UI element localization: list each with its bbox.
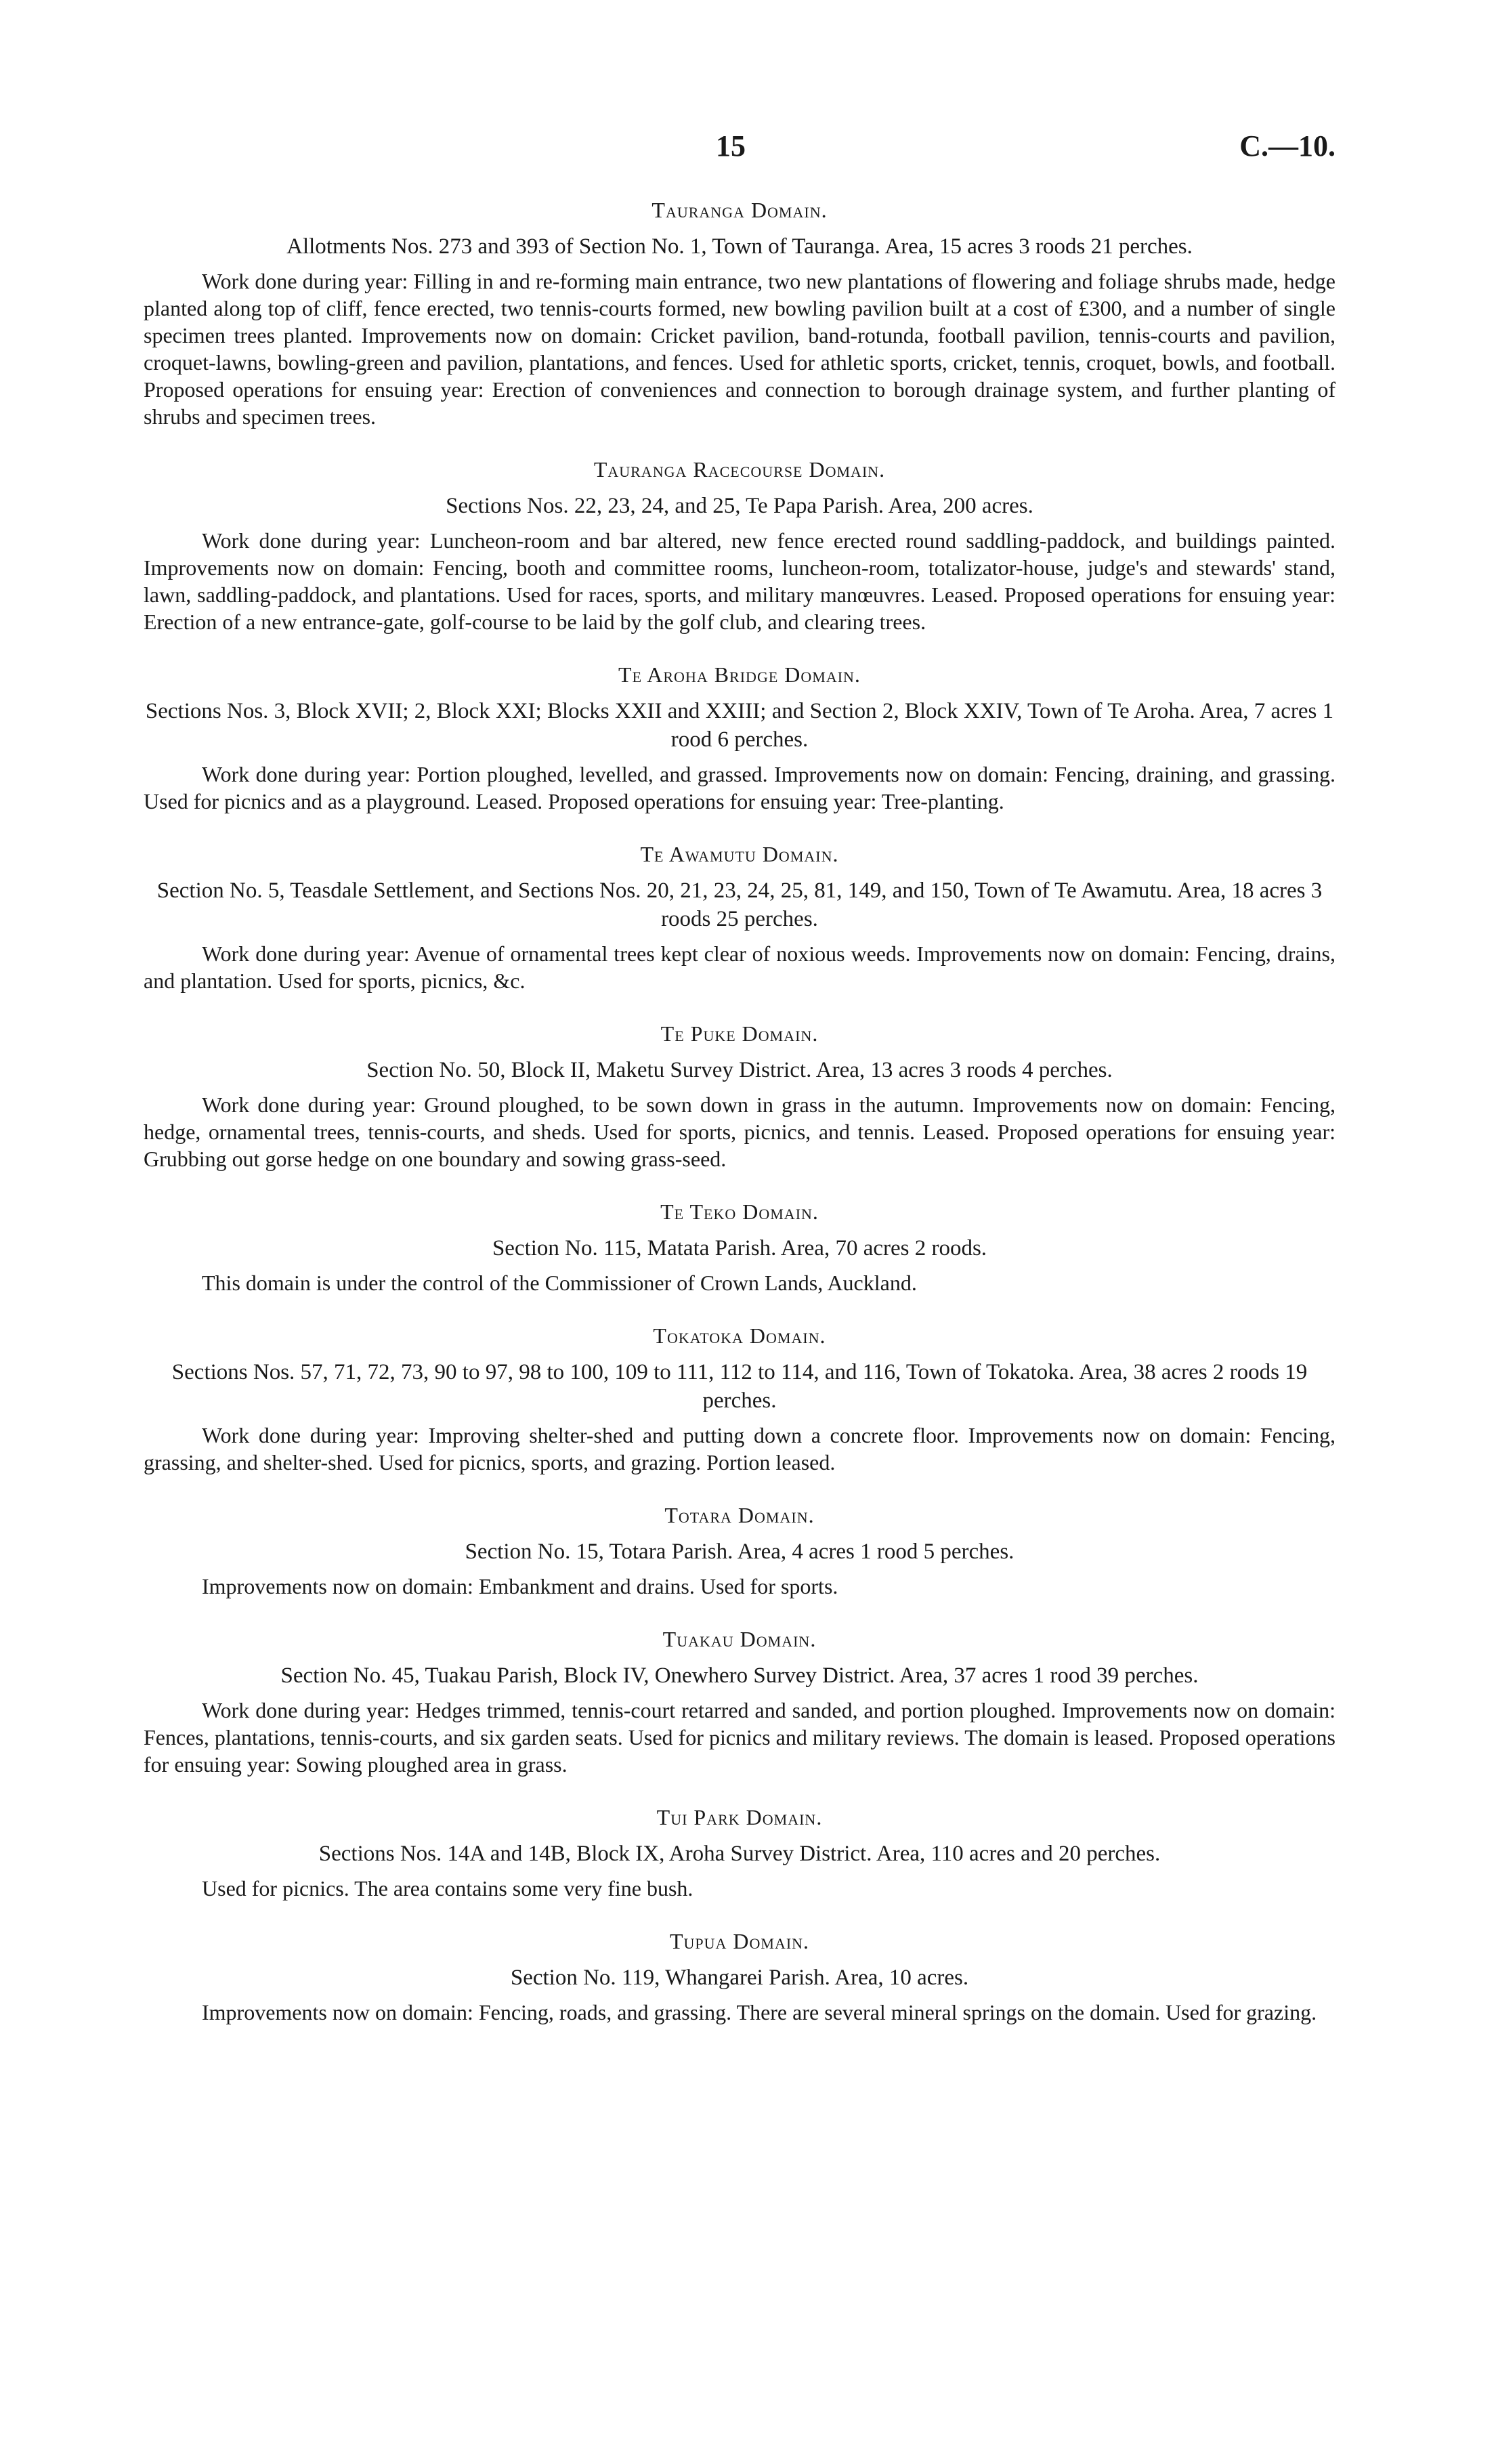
domain-location: Sections Nos. 3, Block XVII; 2, Block XXI; Blocks XXII and XXIII; and Section 2, Block XXIV, Town of Te Aroha. Area, 7 acres 1 rood 6 perches.	[145, 699, 1334, 752]
domain-description: Work done during year: Filling in and re-forming main entrance, two new plantations of flowering and foliage shrubs made, hedge planted along top of cliff, fence erected, two tennis-courts formed, new bowling pavilion built at a cost of £300, and a number of single specimen trees planted. Improvements now on domain: Cricket pavilion, band-rotunda, football pavilion, tennis-courts and pavilion, croquet-lawns, bowling-green and pavilion, plantations, and fences. Used for athletic sports, cricket, tennis, croquet, bowls, and football. Proposed operations for ensuing year: Erection of conveniences and connection to borough drainage system, and further planting of shrubs and specimen trees.	[144, 269, 1335, 429]
domain-title: Tupua Domain.	[669, 1929, 810, 1953]
domain-description: Work done during year: Luncheon-room and bar altered, new fence erected round saddling-paddock, and buildings painted. Improvements now on domain: Fencing, booth and committee rooms, luncheon-room, totalizator-house, judge's and stewards' stand, lawn, saddling-paddock, and plantations. Used for races, sports, and military manœuvres. Leased. Proposed operations for ensuing year: Erection of a new entrance-gate, golf-course to be laid by the golf club, and clearing trees.	[144, 528, 1335, 634]
domain-location: Section No. 50, Block II, Maketu Survey District. Area, 13 acres 3 roods 4 perches.	[366, 1058, 1113, 1082]
domain-section	[144, 842, 1335, 994]
domain-section	[144, 1021, 1335, 1172]
domain-title: Tui Park Domain.	[656, 1805, 823, 1829]
domain-title: Totara Domain.	[664, 1503, 815, 1527]
page-header	[144, 129, 1335, 183]
domain-location: Section No. 119, Whangarei Parish. Area, 10 acres.	[510, 1966, 969, 1990]
domain-title: Te Teko Domain.	[660, 1199, 819, 1224]
domain-title: Tokatoka Domain.	[653, 1323, 826, 1348]
domain-description: Work done during year: Improving shelter-shed and putting down a concrete floor. Improvements now on domain: Fencing, grassing, and shelter-shed. Used for picnics, sports, and grazing. Portion leased.	[144, 1423, 1335, 1474]
domain-description: Improvements now on domain: Embankment and drains. Used for sports.	[202, 1574, 838, 1598]
domain-title: Tauranga Racecourse Domain.	[593, 457, 886, 482]
domain-section	[144, 457, 1335, 635]
page-number: 15	[716, 129, 746, 163]
domain-description: Work done during year: Avenue of ornamental trees kept clear of noxious weeds. Improvements now on domain: Fencing, drains, and plantation. Used for sports, picnics, &c.	[144, 941, 1335, 993]
domain-section	[144, 198, 1335, 430]
domain-title: Tuakau Domain.	[662, 1627, 817, 1651]
domain-location: Section No. 115, Matata Parish. Area, 70 acres 2 roods.	[492, 1236, 987, 1260]
domain-description: Used for picnics. The area contains some very fine bush.	[202, 1876, 693, 1900]
domain-description: Work done during year: Portion ploughed, levelled, and grassed. Improvements now on domain: Fencing, draining, and grassing. Used for picnics and as a playground. Leased. Proposed operations for ensuing year: Tree-planting.	[144, 762, 1335, 813]
domain-section	[144, 1627, 1335, 1778]
domain-description: Work done during year: Ground ploughed, to be sown down in grass in the autumn. Improvements now on domain: Fencing, hedge, ornamental trees, tennis-courts, and sheds. Used for sports, picnics, and tennis. Leased. Proposed operations for ensuing year: Grubbing out gorse hedge on one boundary and sowing grass-seed.	[144, 1092, 1335, 1171]
domain-description: Work done during year: Hedges trimmed, tennis-court retarred and sanded, and portion ploughed. Improvements now on domain: Fences, plantations, tennis-courts, and six garden seats. Used for picnics and military reviews. The domain is leased. Proposed operations for ensuing year: Sowing ploughed area in grass.	[144, 1698, 1335, 1777]
domain-location: Sections Nos. 57, 71, 72, 73, 90 to 97, 98 to 100, 109 to 111, 112 to 114, and 116, Town of Tokatoka. Area, 38 acres 2 roods 19 perches.	[171, 1360, 1308, 1413]
domain-section	[144, 662, 1335, 815]
domain-section	[144, 1503, 1335, 1600]
domain-section	[144, 1323, 1335, 1476]
domain-location: Section No. 45, Tuakau Parish, Block IV, Onewhero Survey District. Area, 37 acres 1 rood 39 perches.	[280, 1663, 1199, 1688]
domain-location: Section No. 5, Teasdale Settlement, and Sections Nos. 20, 21, 23, 24, 25, 81, 149, and 150, Town of Te Awamutu. Area, 18 acres 3 roods 25 perches.	[156, 878, 1323, 931]
document-page	[144, 129, 1335, 2026]
domain-section	[144, 1929, 1335, 2026]
document-reference: C.—10.	[1239, 129, 1335, 163]
domain-section	[144, 1199, 1335, 1296]
domain-title: Te Aroha Bridge Domain.	[618, 662, 861, 687]
domain-title: Te Awamutu Domain.	[640, 842, 839, 866]
domain-title: Tauranga Domain.	[651, 198, 828, 222]
domain-description: This domain is under the control of the Commissioner of Crown Lands, Auckland.	[202, 1271, 917, 1295]
domain-location: Section No. 15, Totara Parish. Area, 4 acres 1 rood 5 perches.	[465, 1539, 1014, 1564]
domain-section	[144, 1805, 1335, 1902]
domain-description: Improvements now on domain: Fencing, roads, and grassing. There are several mineral springs on the domain. Used for grazing.	[202, 2000, 1317, 2024]
domain-title: Te Puke Domain.	[660, 1021, 819, 1046]
domain-location: Sections Nos. 14A and 14B, Block IX, Aroha Survey District. Area, 110 acres and 20 perches.	[318, 1842, 1161, 1866]
domain-location: Sections Nos. 22, 23, 24, and 25, Te Papa Parish. Area, 200 acres.	[446, 494, 1033, 518]
domain-location: Allotments Nos. 273 and 393 of Section No. 1, Town of Tauranga. Area, 15 acres 3 roods 21 perches.	[286, 234, 1193, 259]
